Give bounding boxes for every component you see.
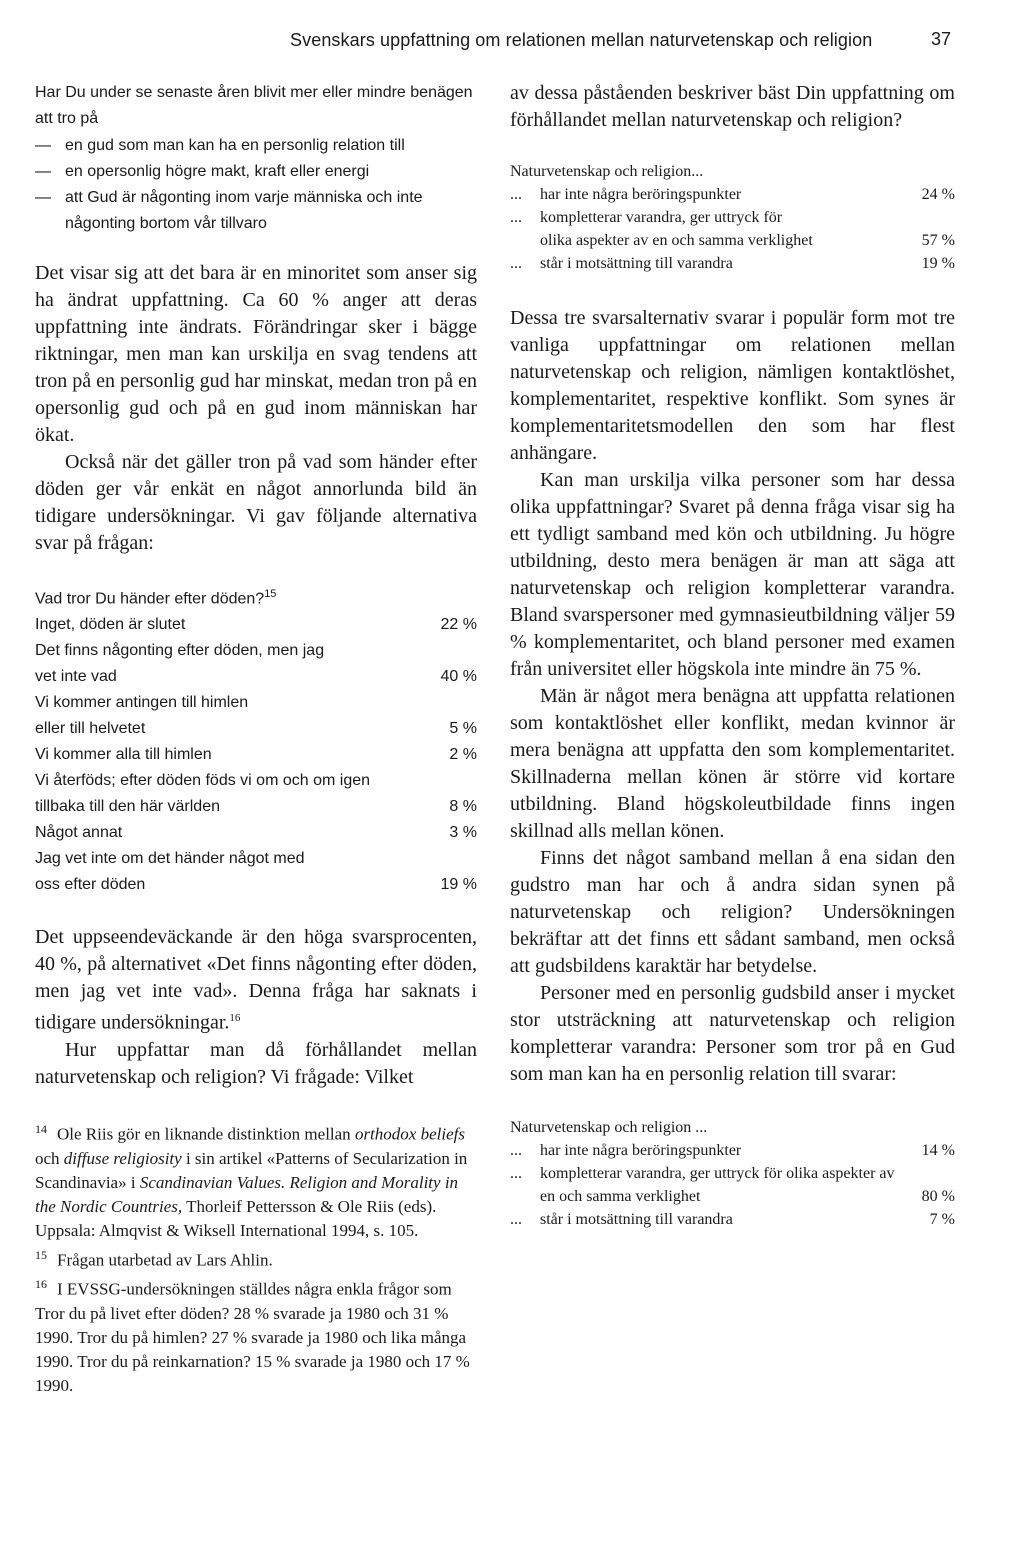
response-label: Jag vet inte om det händer något med oss efter döden xyxy=(35,850,305,894)
list-item xyxy=(35,133,477,159)
row-label: kompletterar varandra, ger uttryck för olika aspekter av en och samma verklighet xyxy=(540,209,813,249)
row-percent: 19 % xyxy=(921,255,955,272)
table-row xyxy=(510,1139,955,1162)
list-item-text: en opersonlig högre makt, kraft eller energi xyxy=(65,163,370,180)
row-label: har inte några beröringspunkter xyxy=(540,1142,742,1159)
footnote-text: Thorleif Pettersson & Ole Riis (eds). Uppsala: Almqvist & Wiksell International 1994, s. 105. xyxy=(35,1196,437,1240)
footnotes xyxy=(35,1117,477,1398)
footnote-italic: orthodox beliefs xyxy=(354,1124,465,1144)
afterlife-response-table xyxy=(35,581,477,898)
list-item-text: en gud som man kan ha en personlig relation till xyxy=(65,137,405,154)
table-row xyxy=(35,742,477,768)
table-row xyxy=(35,768,477,820)
intro-block xyxy=(35,80,477,237)
intro-question: Har Du under se senaste åren blivit mer eller mindre benägen att tro på xyxy=(35,84,473,127)
dash-marker: — xyxy=(35,163,51,180)
paragraph xyxy=(35,924,477,1037)
footnote-number: 16 xyxy=(35,1277,47,1292)
response-label: Vi kommer alla till himlen xyxy=(35,746,212,764)
dash-marker: — xyxy=(35,137,51,154)
ellipsis-marker: ... xyxy=(510,209,522,226)
footnote-text: i sin artikel «Patterns of Secularization in Scandinavia» i xyxy=(35,1148,468,1192)
footnote-ref: 15 xyxy=(264,588,277,600)
response-label: Det finns någonting efter döden, men jag vet inte vad xyxy=(35,642,325,686)
paragraph: av dessa påståenden beskriver bäst Din uppfattning om förhållandet mellan naturvetenskap och religion? xyxy=(510,82,955,131)
ellipsis-marker: ... xyxy=(510,1165,522,1182)
response-percent: 8 % xyxy=(449,798,477,816)
table-row xyxy=(35,820,477,846)
footnote-text: Ole Riis gör en liknande distinktion mellan xyxy=(57,1124,355,1144)
response-label: Vi återföds; efter döden föds vi om och om igen tillbaka till den här världen xyxy=(35,772,371,816)
paragraph: Det visar sig att det bara är en minoritet som anser sig ha ändrat uppfattning. Ca 60 % anger att deras uppfattning inte ändrats. Förändringar sker i bägge riktningar, men man kan urskilja en svag tendens att tron på en personlig gud har minskat, medan tron på en opersonlig gud och på en gud inom människan har ökat. xyxy=(35,262,477,446)
page-number: 37 xyxy=(931,29,952,49)
table-row xyxy=(35,612,477,638)
list-item xyxy=(35,185,477,237)
response-percent: 19 % xyxy=(440,876,477,894)
question-title-text: Vad tror Du händer efter döden? xyxy=(35,590,265,608)
table-row xyxy=(35,846,477,898)
response-percent: 2 % xyxy=(449,746,477,764)
table-title: Naturvetenskap och religion... xyxy=(510,163,704,180)
paragraph: Män är något mera benägna att uppfatta relationen som kontaktlöshet eller konflikt, medan kvinnor är mera benägna att uppfatta den som komplementaritet. Skillnaderna mellan könen är större vid kortare utbildning. Bland högskoleutbildade finns ingen skillnad alls mellan könen. xyxy=(510,685,955,842)
response-percent: 22 % xyxy=(440,616,477,634)
question-title xyxy=(35,581,477,612)
table-row xyxy=(510,183,955,206)
paragraph: Hur uppfattar man då förhållandet mellan naturvetenskap och religion? Vi frågade: Vilket xyxy=(35,1038,477,1088)
response-label: Inget, döden är slutet xyxy=(35,616,186,634)
response-label: Vi kommer antingen till himlen eller till helvetet xyxy=(35,694,249,738)
ellipsis-marker: ... xyxy=(510,186,522,203)
footnote-ref: 16 xyxy=(229,1012,241,1025)
dash-marker: — xyxy=(35,189,51,206)
science-religion-table-2 xyxy=(510,1116,955,1231)
table-row xyxy=(510,1208,955,1231)
footnote-number: 15 xyxy=(35,1247,47,1262)
row-percent: 80 % xyxy=(921,1188,955,1205)
response-percent: 5 % xyxy=(449,720,477,738)
right-column xyxy=(510,80,955,1231)
row-percent: 57 % xyxy=(921,232,955,249)
response-percent: 40 % xyxy=(440,668,477,686)
running-title: Svenskars uppfattning om relationen mellan naturvetenskap och religion xyxy=(290,30,873,50)
table-title: Naturvetenskap och religion ... xyxy=(510,1119,708,1136)
row-label: står i motsättning till varandra xyxy=(540,255,733,272)
footnote-14 xyxy=(35,1117,477,1243)
paragraph: Finns det något samband mellan å ena sidan den gudstro man har och å andra sidan synen på naturvetenskap och religion? Undersökningen bekräftar att det finns ett sådant samband, men också att gudsbildens karaktär har betydelse. xyxy=(510,847,955,977)
table-row xyxy=(35,638,477,690)
ellipsis-marker: ... xyxy=(510,1211,522,1228)
footnote-text: I EVSSG-undersökningen ställdes några enkla frågor som Tror du på livet efter döden? 28 % svarade ja 1980 och 31 % 1990. Tror du på himlen? 27 % svarade ja 1980 och lika många 1990. Tror du på reinkarnation? 15 % svarade ja 1980 och 17 % 1990. xyxy=(35,1279,470,1395)
paragraph-text: Det uppseendeväckande är den höga svarsprocenten, 40 %, på alternativet «Det finns någonting efter döden, men jag vet inte vad». Denna fråga har saknats i tidigare undersökningar. xyxy=(35,926,477,1034)
row-percent: 14 % xyxy=(921,1142,955,1159)
science-religion-table-1 xyxy=(510,160,955,275)
left-column xyxy=(35,80,477,1398)
list-item-text: att Gud är någonting inom varje människa och inte någonting bortom vår tillvaro xyxy=(65,189,423,232)
paragraph: Kan man urskilja vilka personer som har dessa olika uppfattningar? Svaret på denna fråga visar sig ha ett tydligt samband med kön och utbildning. Ju högre utbildning, desto mera benägen är man att säga att naturvetenskap och religion kompletterar varandra. Bland svarspersoner med gymnasieutbildning väljer 59 % komplementaritet, och bland personer med examen från universitet eller högskola inte mindre än 75 %. xyxy=(510,469,955,680)
table-row xyxy=(510,1162,955,1208)
paragraph: Dessa tre svarsalternativ svarar i populär form mot tre vanliga uppfattningar om relationen mellan naturvetenskap och religion, nämligen kontaktlöshet, komplementaritet, respektive konflikt. Som synes är komplementaritetsmodellen den som har flest anhängare. xyxy=(510,307,955,464)
row-percent: 7 % xyxy=(929,1211,955,1228)
row-label: har inte några beröringspunkter xyxy=(540,186,742,203)
paragraph: Personer med en personlig gudsbild anser i mycket stor utsträckning att naturvetenskap och religion kompletterar varandra: Personer som tror på en Gud som man kan ha en personlig relation till svarar: xyxy=(510,982,955,1085)
footnote-number: 14 xyxy=(35,1121,47,1136)
paragraph: Också när det gäller tron på vad som händer efter döden ger vår enkät en något annorlunda bild än tidigare undersökningar. Vi gav följande alternativa svar på frågan: xyxy=(35,451,477,554)
ellipsis-marker: ... xyxy=(510,255,522,272)
response-percent: 3 % xyxy=(449,824,477,842)
row-label: står i motsättning till varandra xyxy=(540,1211,733,1228)
response-label: Något annat xyxy=(35,824,123,842)
row-label: kompletterar varandra, ger uttryck för olika aspekter av en och samma verklighet xyxy=(540,1165,895,1205)
ellipsis-marker: ... xyxy=(510,1142,522,1159)
table-row xyxy=(510,206,955,252)
footnote-italic: diffuse religiosity xyxy=(63,1148,182,1168)
list-item xyxy=(35,159,477,185)
footnote-text: Frågan utarbetad av Lars Ahlin. xyxy=(57,1250,273,1270)
table-row xyxy=(35,690,477,742)
table-row xyxy=(510,252,955,275)
row-percent: 24 % xyxy=(921,186,955,203)
footnote-15 xyxy=(35,1243,477,1273)
footnote-16 xyxy=(35,1272,477,1398)
footnote-italic: Scandinavian Values. Religion and Morality in the Nordic Countries, xyxy=(35,1172,459,1216)
footnote-text: och xyxy=(35,1148,64,1168)
